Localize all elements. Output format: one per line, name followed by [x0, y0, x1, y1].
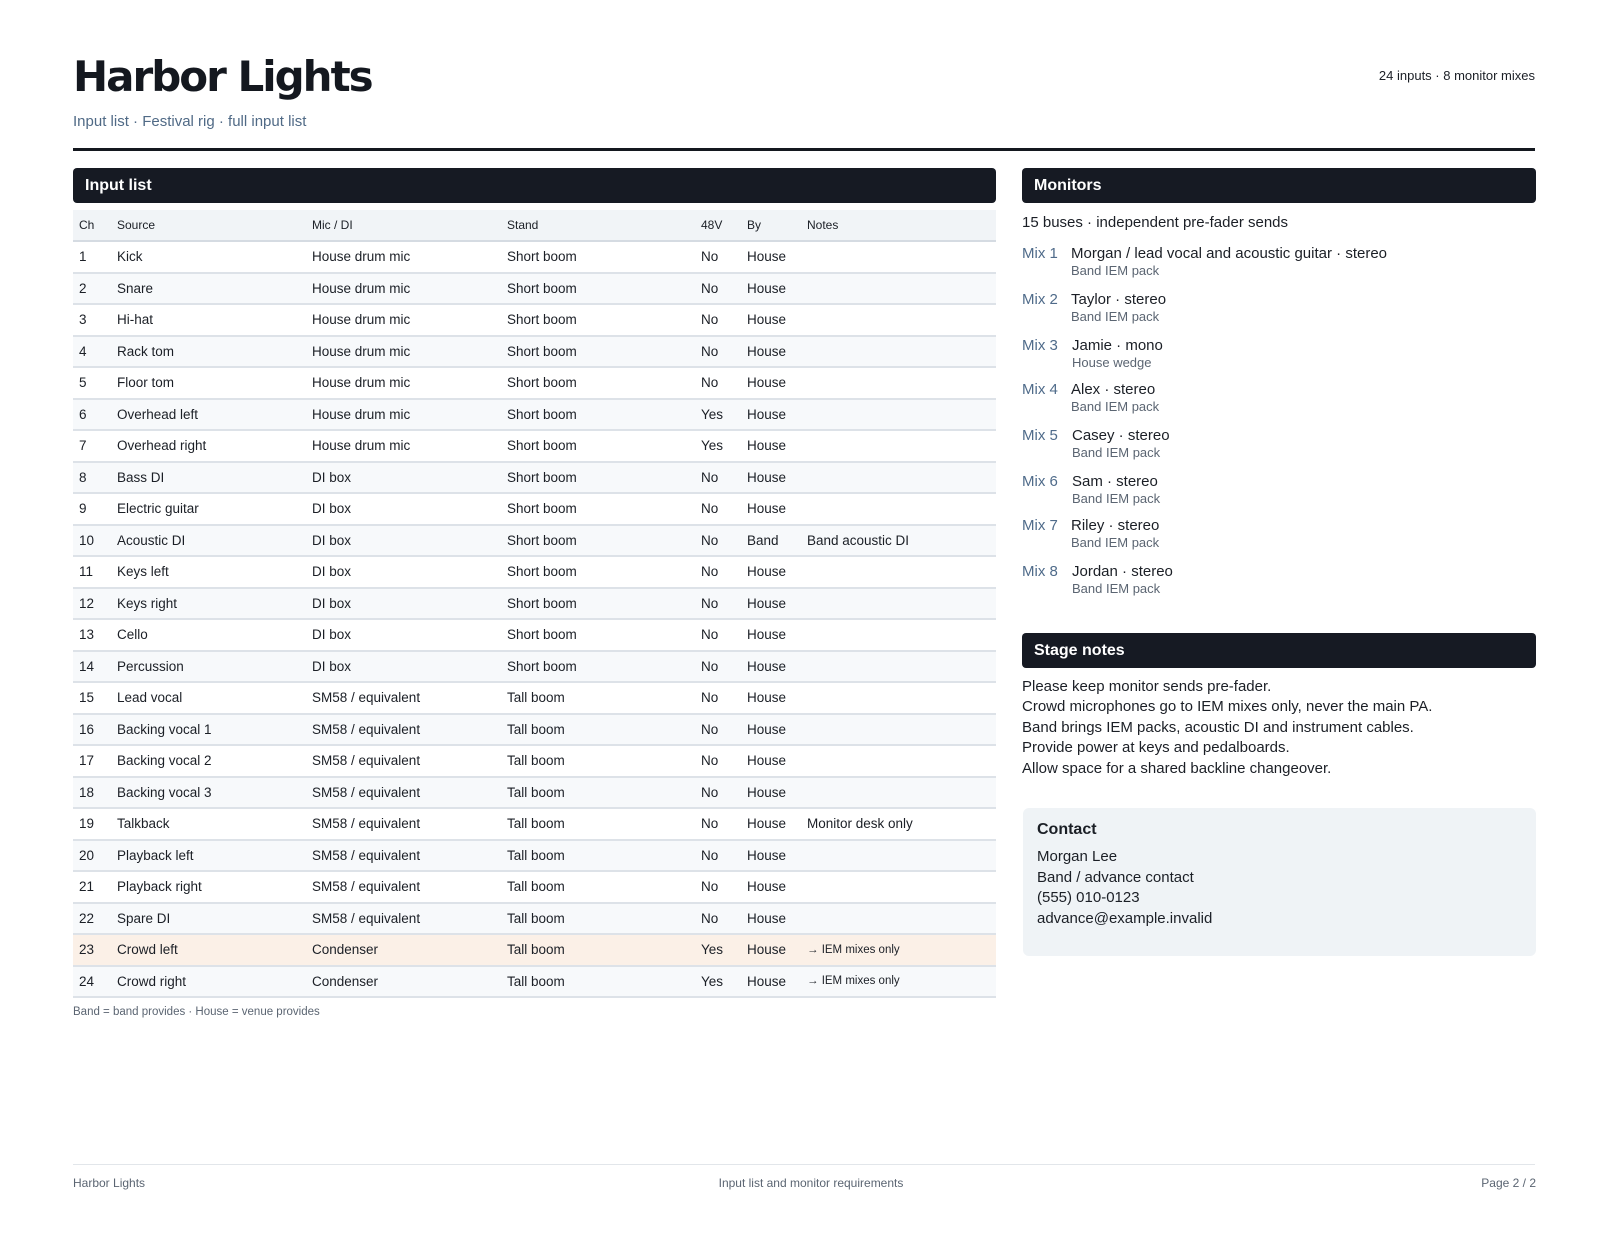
cell-channel: 9 [73, 493, 111, 525]
input-list-body [73, 241, 996, 997]
cell-source: Cello [111, 619, 306, 651]
input-row [73, 304, 996, 336]
mix-performer: Jamie · mono [1072, 337, 1163, 354]
input-row [73, 903, 996, 935]
mix-performer: Casey · stereo [1072, 427, 1170, 444]
input-row [73, 588, 996, 620]
mix-number: Mix 3 [1022, 337, 1058, 354]
cell-mic: DI box [306, 462, 501, 494]
cell-mic: DI box [306, 525, 501, 557]
cell-mic: House drum mic [306, 241, 501, 273]
cell-provider: House [741, 619, 801, 651]
mix-equipment: Band IEM pack [1072, 445, 1161, 460]
cell-mic: House drum mic [306, 430, 501, 462]
mix-number: Mix 2 [1022, 291, 1058, 308]
mix-equipment: Band IEM pack [1071, 535, 1160, 550]
cell-notes [801, 462, 996, 494]
cell-notes [801, 903, 996, 935]
mix-number: Mix 5 [1022, 427, 1058, 444]
cell-48v: No [695, 871, 741, 903]
column-header-notes: Notes [801, 210, 996, 241]
cell-channel: 4 [73, 336, 111, 368]
input-row [73, 556, 996, 588]
cell-mic: SM58 / equivalent [306, 777, 501, 809]
input-row [73, 714, 996, 746]
cell-stand: Tall boom [501, 966, 695, 998]
cell-provider: House [741, 903, 801, 935]
stage-note: Crowd microphones go to IEM mixes only, never the main PA. [1022, 698, 1433, 716]
cell-stand: Short boom [501, 336, 695, 368]
contact-role: Band / advance contact [1037, 868, 1194, 886]
stage-note: Allow space for a shared backline changeover. [1022, 759, 1332, 777]
cell-stand: Short boom [501, 525, 695, 557]
cell-channel: 8 [73, 462, 111, 494]
band-title: Harbor Lights [73, 52, 372, 101]
cell-48v: No [695, 808, 741, 840]
cell-source: Backing vocal 3 [111, 777, 306, 809]
mix-equipment: Band IEM pack [1071, 399, 1160, 414]
cell-provider: House [741, 745, 801, 777]
cell-provider: House [741, 934, 801, 966]
cell-channel: 2 [73, 273, 111, 305]
cell-channel: 1 [73, 241, 111, 273]
monitors-heading: Monitors [1022, 168, 1536, 203]
input-list-heading: Input list [73, 168, 996, 203]
cell-source: Kick [111, 241, 306, 273]
cell-stand: Tall boom [501, 903, 695, 935]
column-header-source: Source [111, 210, 306, 241]
cell-notes: → IEM mixes only [801, 966, 996, 998]
cell-stand: Short boom [501, 304, 695, 336]
mix-equipment: House wedge [1072, 355, 1152, 370]
cell-mic: DI box [306, 493, 501, 525]
cell-mic: SM58 / equivalent [306, 808, 501, 840]
cell-channel: 10 [73, 525, 111, 557]
cell-channel: 11 [73, 556, 111, 588]
cell-source: Playback right [111, 871, 306, 903]
cell-48v: No [695, 745, 741, 777]
cell-stand: Short boom [501, 273, 695, 305]
contact-name: Morgan Lee [1037, 848, 1118, 865]
cell-source: Crowd right [111, 966, 306, 998]
cell-notes [801, 777, 996, 809]
cell-stand: Short boom [501, 556, 695, 588]
cell-mic: SM58 / equivalent [306, 714, 501, 746]
cell-48v: No [695, 777, 741, 809]
stage-note: Provide power at keys and pedalboards. [1022, 739, 1290, 757]
contact-card [1023, 808, 1536, 956]
cell-notes [801, 840, 996, 872]
cell-mic: DI box [306, 588, 501, 620]
cell-source: Electric guitar [111, 493, 306, 525]
cell-source: Snare [111, 273, 306, 305]
cell-provider: House [741, 714, 801, 746]
cell-mic: DI box [306, 651, 501, 683]
cell-48v: Yes [695, 934, 741, 966]
footer-rule [73, 1164, 1535, 1165]
cell-stand: Short boom [501, 619, 695, 651]
cell-48v: No [695, 714, 741, 746]
cell-48v: No [695, 367, 741, 399]
cell-channel: 16 [73, 714, 111, 746]
cell-source: Keys left [111, 556, 306, 588]
cell-source: Overhead right [111, 430, 306, 462]
cell-source: Backing vocal 1 [111, 714, 306, 746]
cell-stand: Short boom [501, 241, 695, 273]
input-row [73, 651, 996, 683]
cell-stand: Tall boom [501, 714, 695, 746]
cell-stand: Tall boom [501, 840, 695, 872]
cell-notes: Band acoustic DI [801, 525, 996, 557]
footer-document-title: Input list and monitor requirements [718, 1176, 904, 1190]
column-header-mic: Mic / DI [306, 210, 501, 241]
cell-notes [801, 588, 996, 620]
cell-notes [801, 493, 996, 525]
input-row [73, 336, 996, 368]
cell-stand: Short boom [501, 430, 695, 462]
cell-source: Talkback [111, 808, 306, 840]
cell-channel: 5 [73, 367, 111, 399]
cell-mic: House drum mic [306, 304, 501, 336]
cell-channel: 15 [73, 682, 111, 714]
cell-notes [801, 556, 996, 588]
footer-page-number: Page 2 / 2 [1481, 1176, 1536, 1190]
input-row [73, 745, 996, 777]
cell-source: Rack tom [111, 336, 306, 368]
cell-48v: No [695, 241, 741, 273]
mix-equipment: Band IEM pack [1072, 581, 1161, 596]
input-row [73, 777, 996, 809]
input-row [73, 399, 996, 431]
cell-mic: Condenser [306, 934, 501, 966]
cell-mic: SM58 / equivalent [306, 840, 501, 872]
cell-source: Keys right [111, 588, 306, 620]
cell-channel: 12 [73, 588, 111, 620]
input-row [73, 808, 996, 840]
stage-note: Band brings IEM packs, acoustic DI and instrument cables. [1022, 718, 1414, 736]
cell-48v: No [695, 304, 741, 336]
mix-performer: Morgan / lead vocal and acoustic guitar · stereo [1071, 245, 1388, 262]
cell-notes: → IEM mixes only [801, 934, 996, 966]
mix-performer: Jordan · stereo [1072, 563, 1173, 580]
input-row [73, 241, 996, 273]
provider-legend: Band = band provides · House = venue provides [73, 1006, 320, 1018]
cell-channel: 20 [73, 840, 111, 872]
cell-48v: No [695, 273, 741, 305]
cell-48v: No [695, 556, 741, 588]
stage-note: Please keep monitor sends pre-fader. [1022, 678, 1272, 695]
mix-number: Mix 7 [1022, 517, 1058, 534]
cell-channel: 6 [73, 399, 111, 431]
mix-equipment: Band IEM pack [1071, 263, 1160, 278]
contact-email: advance@example.invalid [1037, 909, 1213, 927]
cell-provider: House [741, 871, 801, 903]
cell-mic: SM58 / equivalent [306, 682, 501, 714]
cell-provider: House [741, 966, 801, 998]
cell-mic: SM58 / equivalent [306, 903, 501, 935]
cell-source: Lead vocal [111, 682, 306, 714]
cell-mic: House drum mic [306, 399, 501, 431]
cell-notes [801, 304, 996, 336]
cell-notes [801, 430, 996, 462]
cell-48v: No [695, 493, 741, 525]
contact-phone: (555) 010-0123 [1037, 889, 1140, 906]
cell-source: Overhead left [111, 399, 306, 431]
document-subtitle: Input list · Festival rig · full input list [73, 113, 307, 130]
footer-band-name: Harbor Lights [73, 1176, 146, 1190]
cell-notes [801, 273, 996, 305]
mix-number: Mix 8 [1022, 563, 1058, 580]
cell-channel: 24 [73, 966, 111, 998]
mix-performer: Sam · stereo [1072, 473, 1158, 490]
cell-channel: 22 [73, 903, 111, 935]
cell-notes [801, 871, 996, 903]
cell-channel: 17 [73, 745, 111, 777]
cell-notes [801, 745, 996, 777]
cell-channel: 13 [73, 619, 111, 651]
cell-notes [801, 399, 996, 431]
cell-mic: DI box [306, 619, 501, 651]
cell-provider: House [741, 304, 801, 336]
cell-source: Playback left [111, 840, 306, 872]
input-list-header-row [73, 210, 996, 241]
stage-notes-list [1022, 677, 1432, 779]
input-row [73, 367, 996, 399]
cell-notes [801, 682, 996, 714]
cell-mic: SM58 / equivalent [306, 745, 501, 777]
input-row [73, 871, 996, 903]
cell-48v: No [695, 336, 741, 368]
cell-provider: House [741, 241, 801, 273]
cell-provider: House [741, 273, 801, 305]
mix-performer: Alex · stereo [1071, 381, 1156, 398]
cell-48v: No [695, 903, 741, 935]
cell-provider: House [741, 462, 801, 494]
cell-provider: House [741, 336, 801, 368]
cell-48v: Yes [695, 430, 741, 462]
cell-notes: Monitor desk only [801, 808, 996, 840]
input-row [73, 682, 996, 714]
cell-provider: House [741, 808, 801, 840]
stage-notes-heading: Stage notes [1022, 633, 1536, 668]
input-row [73, 525, 996, 557]
mix-equipment: Band IEM pack [1072, 491, 1161, 506]
cell-48v: No [695, 651, 741, 683]
cell-stand: Tall boom [501, 871, 695, 903]
cell-48v: No [695, 682, 741, 714]
cell-stand: Short boom [501, 588, 695, 620]
mix-equipment: Band IEM pack [1071, 309, 1160, 324]
header-rule [73, 148, 1535, 151]
cell-notes [801, 651, 996, 683]
cell-source: Floor tom [111, 367, 306, 399]
cell-notes [801, 336, 996, 368]
column-header-by: By [741, 210, 801, 241]
cell-notes [801, 241, 996, 273]
input-list-table [73, 210, 996, 998]
cell-source: Spare DI [111, 903, 306, 935]
cell-48v: No [695, 462, 741, 494]
cell-48v: No [695, 525, 741, 557]
input-monitor-counts: 24 inputs · 8 monitor mixes [1378, 68, 1535, 83]
cell-channel: 18 [73, 777, 111, 809]
mix-number: Mix 6 [1022, 473, 1058, 490]
column-header-48v: 48V [695, 210, 741, 241]
cell-provider: Band [741, 525, 801, 557]
cell-48v: Yes [695, 399, 741, 431]
cell-provider: House [741, 430, 801, 462]
cell-channel: 23 [73, 934, 111, 966]
cell-source: Crowd left [111, 934, 306, 966]
mix-performer: Riley · stereo [1071, 517, 1160, 534]
cell-notes [801, 619, 996, 651]
cell-48v: No [695, 588, 741, 620]
cell-provider: House [741, 399, 801, 431]
cell-channel: 14 [73, 651, 111, 683]
cell-48v: Yes [695, 966, 741, 998]
cell-mic: House drum mic [306, 273, 501, 305]
cell-mic: House drum mic [306, 336, 501, 368]
monitors-summary: 15 buses · independent pre-fader sends [1022, 214, 1289, 231]
cell-48v: No [695, 840, 741, 872]
cell-channel: 3 [73, 304, 111, 336]
cell-stand: Short boom [501, 367, 695, 399]
cell-source: Acoustic DI [111, 525, 306, 557]
cell-notes [801, 714, 996, 746]
cell-provider: House [741, 588, 801, 620]
cell-source: Backing vocal 2 [111, 745, 306, 777]
column-header-ch: Ch [73, 210, 111, 241]
cell-channel: 21 [73, 871, 111, 903]
cell-mic: SM58 / equivalent [306, 871, 501, 903]
cell-provider: House [741, 651, 801, 683]
cell-mic: Condenser [306, 966, 501, 998]
input-row [73, 966, 996, 998]
cell-stand: Short boom [501, 462, 695, 494]
input-row [73, 273, 996, 305]
cell-provider: House [741, 840, 801, 872]
cell-provider: House [741, 556, 801, 588]
cell-channel: 19 [73, 808, 111, 840]
cell-mic: DI box [306, 556, 501, 588]
cell-stand: Tall boom [501, 934, 695, 966]
cell-source: Percussion [111, 651, 306, 683]
cell-stand: Short boom [501, 493, 695, 525]
contact-heading: Contact [1037, 821, 1097, 838]
cell-stand: Tall boom [501, 808, 695, 840]
column-header-stand: Stand [501, 210, 695, 241]
cell-stand: Short boom [501, 651, 695, 683]
cell-provider: House [741, 367, 801, 399]
input-row [73, 462, 996, 494]
mix-number: Mix 4 [1022, 381, 1058, 398]
cell-stand: Tall boom [501, 682, 695, 714]
input-row [73, 840, 996, 872]
cell-stand: Short boom [501, 399, 695, 431]
cell-source: Hi-hat [111, 304, 306, 336]
cell-48v: No [695, 619, 741, 651]
input-row [73, 619, 996, 651]
cell-provider: House [741, 493, 801, 525]
input-row [73, 430, 996, 462]
cell-stand: Tall boom [501, 777, 695, 809]
cell-notes [801, 367, 996, 399]
mix-performer: Taylor · stereo [1071, 291, 1167, 308]
cell-mic: House drum mic [306, 367, 501, 399]
cell-channel: 7 [73, 430, 111, 462]
cell-source: Bass DI [111, 462, 306, 494]
input-row [73, 493, 996, 525]
cell-stand: Tall boom [501, 745, 695, 777]
cell-provider: House [741, 777, 801, 809]
mix-number: Mix 1 [1022, 245, 1058, 262]
input-row [73, 934, 996, 966]
cell-provider: House [741, 682, 801, 714]
